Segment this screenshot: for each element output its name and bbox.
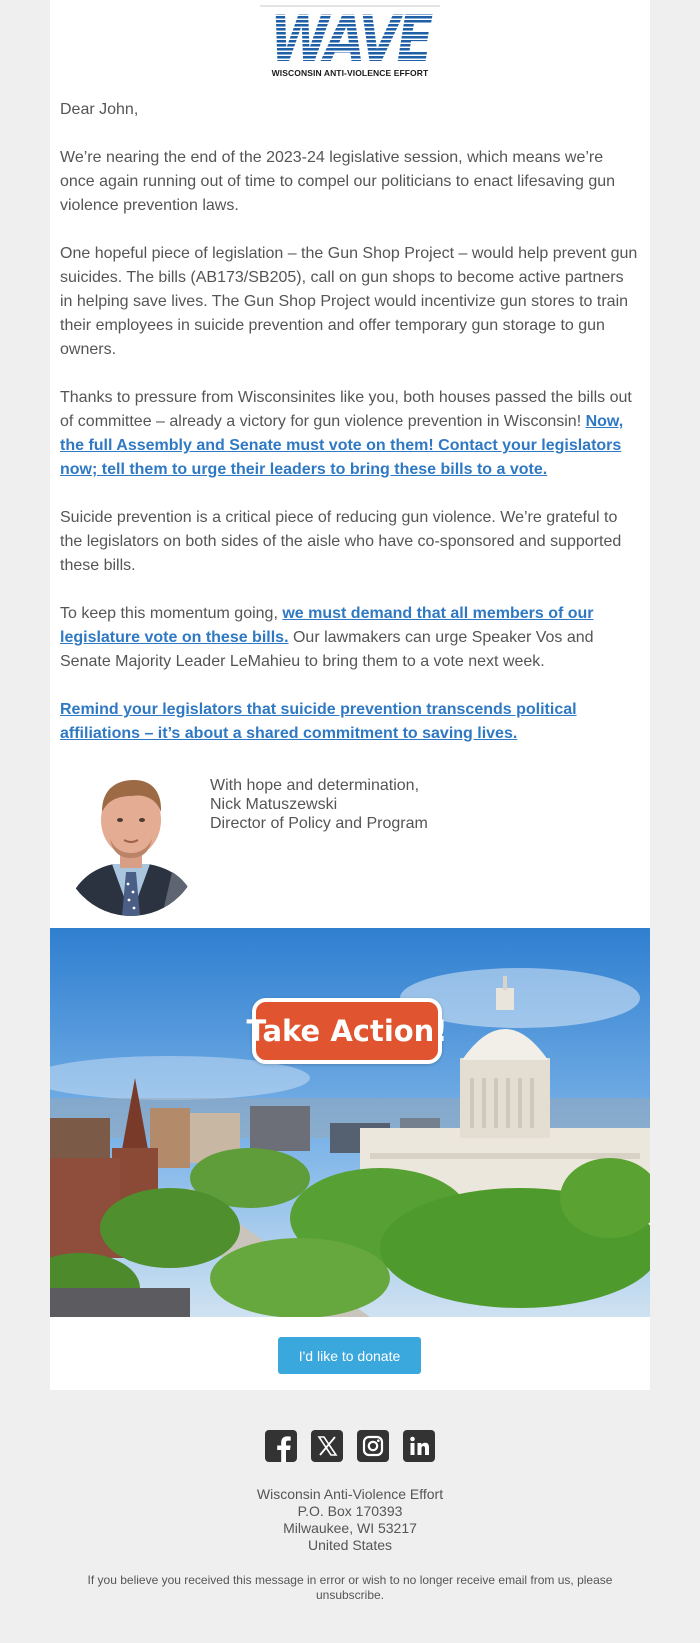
take-action-button[interactable]: Take Action! [252, 998, 442, 1064]
footer-po-box: P.O. Box 170393 [297, 1503, 403, 1519]
greeting: Dear John, [60, 101, 139, 118]
signature-title: Director of Policy and Program [210, 815, 428, 832]
paragraph-5 [60, 602, 640, 674]
logo-tagline: WISCONSIN ANTI-VIOLENCE EFFORT [271, 68, 429, 78]
paragraph-3-text: Thanks to pressure from Wisconsinites like you, both houses passed the bills out of committee – already a victory for gun violence prevention in Wisconsin! [60, 389, 632, 430]
wave-logo[interactable] [260, 4, 440, 78]
signature-name: Nick Matuszewski [210, 796, 338, 813]
linkedin-icon[interactable] [403, 1430, 435, 1462]
wave-logo-wordmark [260, 4, 440, 64]
paragraph-1: We’re nearing the end of the 2023-24 legislative session, which means we’re once again running out of time to compel our politicians to enact lifesaving gun violence prevention laws. [60, 149, 616, 214]
paragraph-6 [60, 698, 640, 746]
paragraph-2: One hopeful piece of legislation – the Gun Shop Project – would help prevent gun suicides. The bills (AB173/SB205), call on gun shops to become active partners in helping save lives. The Gun Shop Project would incentivize gun stores to train their employees in suicide prevention and offer temporary gun storage to gun owners. [60, 245, 638, 358]
paragraph-3 [60, 386, 640, 482]
hero-image[interactable] [50, 928, 650, 1317]
instagram-icon[interactable] [357, 1430, 389, 1462]
footer-address [0, 1486, 700, 1554]
x-icon[interactable] [311, 1430, 343, 1462]
email-card [50, 0, 650, 1390]
facebook-icon[interactable] [265, 1430, 297, 1462]
paragraph-4: Suicide prevention is a critical piece of reducing gun violence. We’re grateful to the legislators on both sides of the aisle who have co-sponsored and supported these bills. [60, 509, 622, 574]
logo-word: WAVE [270, 4, 433, 64]
demand-vote-link[interactable]: we must demand that all members of our legislature vote on these bills. [60, 605, 594, 646]
donate-button[interactable]: I'd like to donate [278, 1337, 421, 1374]
footer-city: Milwaukee, WI 53217 [283, 1520, 417, 1536]
signature-closing: With hope and determination, [210, 777, 420, 794]
signer-photo [62, 768, 200, 916]
signature-block [210, 776, 428, 833]
paragraph-5-pre: To keep this momentum going, [60, 605, 278, 622]
footer-country: United States [307, 1537, 393, 1553]
letter-body [60, 98, 640, 770]
paragraph-5-post: Our lawmakers can urge Speaker Vos and Senate Majority Leader LeMahieu to bring them to a vote next week. [60, 629, 594, 670]
footer-org: Wisconsin Anti-Violence Effort [256, 1486, 444, 1502]
unsubscribe-notice[interactable]: If you believe you received this message in error or wish to no longer receive email from us, please unsubscribe. [87, 1573, 613, 1602]
remind-legislators-link[interactable]: Remind your legislators that suicide prevention transcends political affiliations – it’s about a shared commitment to saving lives. [60, 701, 577, 742]
madison-skyline-image [50, 928, 650, 1317]
contact-legislators-link[interactable]: Now, the full Assembly and Senate must vote on them! Contact your legislators now; tell them to urge their leaders to bring these bills to a vote. [60, 413, 624, 478]
